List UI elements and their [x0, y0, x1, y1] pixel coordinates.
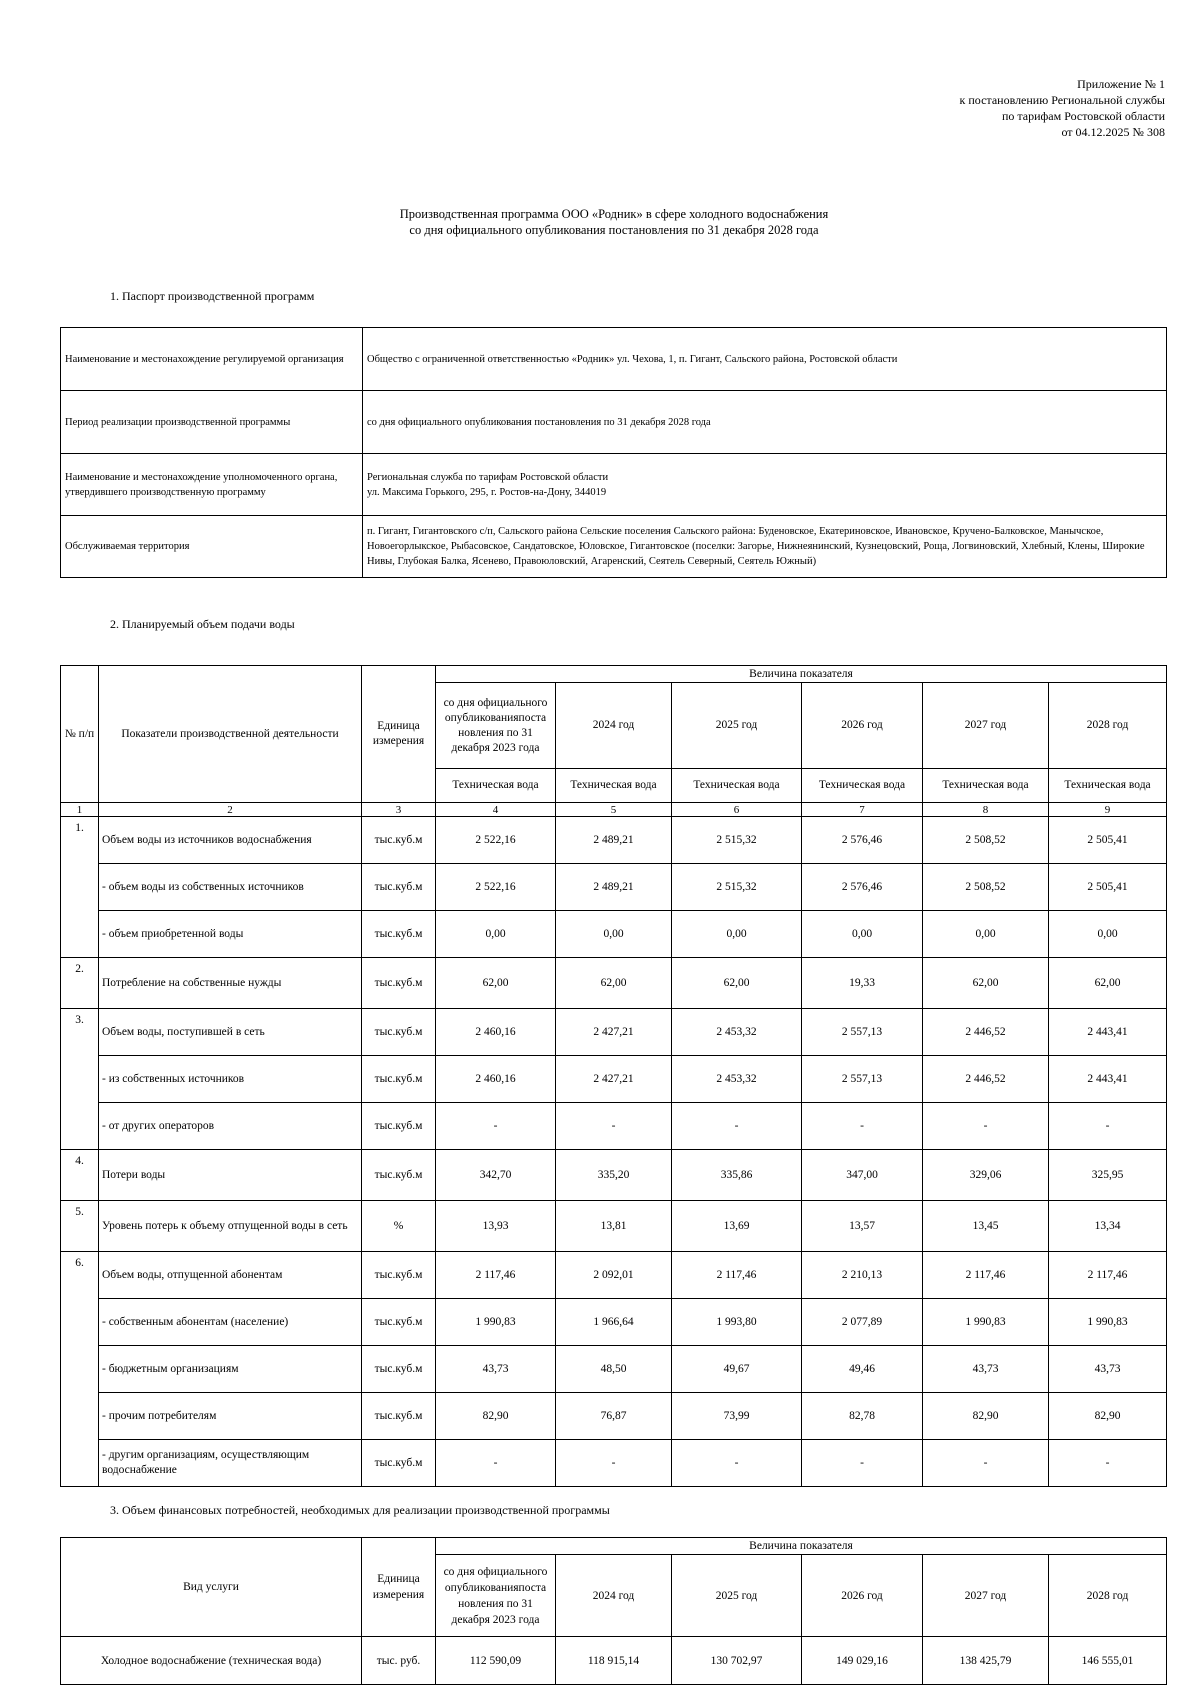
row-unit: тыс.куб.м — [362, 1150, 436, 1201]
passport-value: Общество с ограниченной ответственностью «Родник» ул. Чехова, 1, п. Гигант, Сальского района, Ростовской области — [363, 328, 1167, 391]
row-value: 2 576,46 — [802, 864, 923, 911]
header-water-type: Техническая вода — [672, 769, 802, 803]
header-water-type: Техническая вода — [802, 769, 923, 803]
row-value: 335,20 — [556, 1150, 672, 1201]
row-value: 2 576,46 — [802, 817, 923, 864]
table-row — [61, 1346, 1167, 1393]
fin-header-period: 2025 год — [672, 1555, 802, 1637]
passport-label: Период реализации производственной программы — [61, 391, 363, 454]
row-label: Уровень потерь к объему отпущенной воды в сеть — [99, 1201, 362, 1252]
table-row — [61, 864, 1167, 911]
row-value: 0,00 — [923, 911, 1049, 958]
row-label: - из собственных источников — [99, 1056, 362, 1103]
column-number: 4 — [436, 803, 556, 817]
row-value: 2 505,41 — [1049, 817, 1167, 864]
table-row — [61, 1056, 1167, 1103]
header-magnitude: Величина показателя — [436, 666, 1167, 683]
table-row — [61, 817, 1167, 864]
row-label: Потери воды — [99, 1150, 362, 1201]
section2-heading: 2. Планируемый объем подачи воды — [110, 617, 295, 631]
row-value: 329,06 — [923, 1150, 1049, 1201]
passport-label: Наименование и местонахождение уполномоченного органа, утвердившего производственную программу — [61, 454, 363, 516]
row-unit: тыс.куб.м — [362, 1393, 436, 1440]
row-unit: тыс.куб.м — [362, 864, 436, 911]
row-label: - прочим потребителям — [99, 1393, 362, 1440]
row-label: Потребление на собственные нужды — [99, 958, 362, 1009]
row-label: Объем воды из источников водоснабжения — [99, 817, 362, 864]
header-indicator: Показатели производственной деятельности — [99, 666, 362, 803]
row-value: 2 092,01 — [556, 1252, 672, 1299]
column-number: 6 — [672, 803, 802, 817]
header-num: № п/п — [61, 666, 99, 803]
row-number: 5. — [61, 1201, 99, 1252]
row-value: 325,95 — [1049, 1150, 1167, 1201]
row-number: 3. — [61, 1009, 99, 1150]
column-number: 9 — [1049, 803, 1167, 817]
row-value: 2 117,46 — [923, 1252, 1049, 1299]
table-row — [61, 1201, 1167, 1252]
header-water-type: Техническая вода — [923, 769, 1049, 803]
fin-header-period: 2026 год — [802, 1555, 923, 1637]
row-value: 2 515,32 — [672, 817, 802, 864]
row-label: - от других операторов — [99, 1103, 362, 1150]
row-value: 19,33 — [802, 958, 923, 1009]
row-number: 6. — [61, 1252, 99, 1487]
row-value: 0,00 — [802, 911, 923, 958]
row-value: 13,57 — [802, 1201, 923, 1252]
row-number: 1. — [61, 817, 99, 958]
row-value: 2 446,52 — [923, 1009, 1049, 1056]
row-value: 342,70 — [436, 1150, 556, 1201]
fin-header-period: со дня официального опубликованияпоста новления по 31 декабря 2023 года — [436, 1555, 556, 1637]
header-period: со дня официального опубликованияпоста новления по 31 декабря 2023 года — [436, 683, 556, 769]
row-value: 82,90 — [923, 1393, 1049, 1440]
row-value: 62,00 — [923, 958, 1049, 1009]
row-label: - другим организациям, осуществляющим водоснабжение — [99, 1440, 362, 1487]
row-label: Объем воды, отпущенной абонентам — [99, 1252, 362, 1299]
column-number: 5 — [556, 803, 672, 817]
passport-row — [61, 516, 1167, 578]
row-value: 2 489,21 — [556, 817, 672, 864]
header-water-type: Техническая вода — [1049, 769, 1167, 803]
row-value: 62,00 — [672, 958, 802, 1009]
row-value: 1 990,83 — [1049, 1299, 1167, 1346]
row-unit: тыс.куб.м — [362, 817, 436, 864]
table-row — [61, 958, 1167, 1009]
row-value: - — [436, 1440, 556, 1487]
passport-label: Наименование и местонахождение регулируемой организация — [61, 328, 363, 391]
row-number: 4. — [61, 1150, 99, 1201]
title-line-2: со дня официального опубликования постановления по 31 декабря 2028 года — [409, 223, 819, 237]
row-value: 347,00 — [802, 1150, 923, 1201]
row-value: 43,73 — [1049, 1346, 1167, 1393]
row-unit: тыс.куб.м — [362, 1056, 436, 1103]
fin-row-unit: тыс. руб. — [362, 1637, 436, 1685]
table-row — [61, 1103, 1167, 1150]
row-value: 2 443,41 — [1049, 1056, 1167, 1103]
row-value: 0,00 — [556, 911, 672, 958]
fin-row-value: 149 029,16 — [802, 1637, 923, 1685]
header-period: 2027 год — [923, 683, 1049, 769]
row-value: 49,46 — [802, 1346, 923, 1393]
table-row — [61, 1299, 1167, 1346]
row-value: 0,00 — [1049, 911, 1167, 958]
fin-row-value: 130 702,97 — [672, 1637, 802, 1685]
row-value: - — [556, 1440, 672, 1487]
row-value: - — [556, 1103, 672, 1150]
fin-row-value: 112 590,09 — [436, 1637, 556, 1685]
header-period: 2024 год — [556, 683, 672, 769]
passport-value: со дня официального опубликования постановления по 31 декабря 2028 года — [363, 391, 1167, 454]
fin-row-label: Холодное водоснабжение (техническая вода) — [61, 1637, 362, 1685]
row-value: 13,34 — [1049, 1201, 1167, 1252]
row-value: 1 990,83 — [923, 1299, 1049, 1346]
fin-row-value: 146 555,01 — [1049, 1637, 1167, 1685]
row-value: 2 557,13 — [802, 1009, 923, 1056]
row-label: Объем воды, поступившей в сеть — [99, 1009, 362, 1056]
row-value: 2 117,46 — [1049, 1252, 1167, 1299]
appendix-line-1: Приложение № 1 — [1077, 77, 1165, 91]
row-value: 1 993,80 — [672, 1299, 802, 1346]
row-value: 2 443,41 — [1049, 1009, 1167, 1056]
table-row — [61, 1393, 1167, 1440]
row-value: 2 505,41 — [1049, 864, 1167, 911]
row-value: - — [1049, 1440, 1167, 1487]
row-value: 13,45 — [923, 1201, 1049, 1252]
fin-row-value: 118 915,14 — [556, 1637, 672, 1685]
row-value: - — [436, 1103, 556, 1150]
row-value: - — [1049, 1103, 1167, 1150]
row-value: 2 460,16 — [436, 1056, 556, 1103]
water-volume-table — [60, 665, 1167, 1487]
row-value: 2 446,52 — [923, 1056, 1049, 1103]
row-value: 73,99 — [672, 1393, 802, 1440]
row-value: 62,00 — [436, 958, 556, 1009]
row-value: 2 453,32 — [672, 1056, 802, 1103]
header-period: 2028 год — [1049, 683, 1167, 769]
row-value: 82,78 — [802, 1393, 923, 1440]
row-value: 13,81 — [556, 1201, 672, 1252]
row-value: 2 427,21 — [556, 1009, 672, 1056]
row-value: 2 522,16 — [436, 817, 556, 864]
row-value: 2 557,13 — [802, 1056, 923, 1103]
row-unit: тыс.куб.м — [362, 1440, 436, 1487]
row-label: - объем воды из собственных источников — [99, 864, 362, 911]
row-value: 335,86 — [672, 1150, 802, 1201]
row-label: - объем приобретенной воды — [99, 911, 362, 958]
row-value: 13,93 — [436, 1201, 556, 1252]
appendix-line-4: от 04.12.2025 № 308 — [1061, 125, 1165, 139]
row-value: 62,00 — [1049, 958, 1167, 1009]
fin-header-period: 2028 год — [1049, 1555, 1167, 1637]
row-value: 82,90 — [436, 1393, 556, 1440]
passport-table — [60, 327, 1167, 578]
fin-header-unit: Единица измерения — [362, 1538, 436, 1637]
row-unit: тыс.куб.м — [362, 958, 436, 1009]
row-value: 2 460,16 — [436, 1009, 556, 1056]
row-value: 48,50 — [556, 1346, 672, 1393]
passport-value: п. Гигант, Гигантовского с/п, Сальского района Сельские поселения Сальского района: Буденовское, Екатериновское, Ивановское, Кручено-Балковское, Манычское, Новоегорлыкское, Рыбасовское, Сандатовское, Юловское, Гигантовское (поселки: Загорье, Нижнеянинский, Кузнецовский, Роща, Логвиновский, Хлебный, Клены, Широкие Нивы, Глубокая Балка, Ясенево, Правоюловский, Агаренский, Сеятель Северный, Сеятель Южный) — [363, 516, 1167, 578]
row-value: 76,87 — [556, 1393, 672, 1440]
table-row — [61, 1009, 1167, 1056]
row-value: - — [802, 1103, 923, 1150]
row-value: 82,90 — [1049, 1393, 1167, 1440]
row-value: 2 489,21 — [556, 864, 672, 911]
header-water-type: Техническая вода — [436, 769, 556, 803]
row-number: 2. — [61, 958, 99, 1009]
passport-value: Региональная служба по тарифам Ростовской области ул. Максима Горького, 295, г. Ростов-на-Дону, 344019 — [363, 454, 1167, 516]
row-value: 2 508,52 — [923, 864, 1049, 911]
row-value: 2 117,46 — [672, 1252, 802, 1299]
row-value: 2 117,46 — [436, 1252, 556, 1299]
row-label: - бюджетным организациям — [99, 1346, 362, 1393]
column-number: 7 — [802, 803, 923, 817]
row-value: 2 508,52 — [923, 817, 1049, 864]
row-value: - — [672, 1103, 802, 1150]
row-value: 2 427,21 — [556, 1056, 672, 1103]
row-value: 1 966,64 — [556, 1299, 672, 1346]
row-value: 49,67 — [672, 1346, 802, 1393]
passport-label: Обслуживаемая территория — [61, 516, 363, 578]
header-unit: Единица измерения — [362, 666, 436, 803]
row-value: 2 453,32 — [672, 1009, 802, 1056]
fin-header-period: 2024 год — [556, 1555, 672, 1637]
row-unit: тыс.куб.м — [362, 1103, 436, 1150]
document-title — [0, 206, 1200, 238]
appendix-line-3: по тарифам Ростовской области — [1001, 109, 1165, 123]
row-value: 2 515,32 — [672, 864, 802, 911]
table-row — [61, 1252, 1167, 1299]
row-value: 0,00 — [672, 911, 802, 958]
row-unit: % — [362, 1201, 436, 1252]
table-row — [61, 1440, 1167, 1487]
row-value: 2 210,13 — [802, 1252, 923, 1299]
passport-row — [61, 454, 1167, 516]
row-value: 1 990,83 — [436, 1299, 556, 1346]
row-unit: тыс.куб.м — [362, 1299, 436, 1346]
fin-header-period: 2027 год — [923, 1555, 1049, 1637]
header-period: 2025 год — [672, 683, 802, 769]
table-row — [61, 911, 1167, 958]
passport-row — [61, 328, 1167, 391]
row-value: - — [672, 1440, 802, 1487]
fin-row — [61, 1637, 1167, 1685]
title-line-1: Производственная программа ООО «Родник» в сфере холодного водоснабжения — [399, 207, 829, 221]
row-value: 43,73 — [436, 1346, 556, 1393]
appendix-line-2: к постановлению Региональной службы — [959, 93, 1165, 107]
row-value: 2 522,16 — [436, 864, 556, 911]
appendix-note — [960, 76, 1165, 140]
row-label: - собственным абонентам (население) — [99, 1299, 362, 1346]
column-number: 1 — [61, 803, 99, 817]
row-value: 43,73 — [923, 1346, 1049, 1393]
column-number: 3 — [362, 803, 436, 817]
row-value: 2 077,89 — [802, 1299, 923, 1346]
fin-header-magnitude: Величина показателя — [436, 1538, 1167, 1555]
header-water-type: Техническая вода — [556, 769, 672, 803]
column-number: 2 — [99, 803, 362, 817]
fin-row-value: 138 425,79 — [923, 1637, 1049, 1685]
row-unit: тыс.куб.м — [362, 1346, 436, 1393]
passport-row — [61, 391, 1167, 454]
row-value: - — [923, 1440, 1049, 1487]
row-value: - — [802, 1440, 923, 1487]
row-value: 0,00 — [436, 911, 556, 958]
header-period: 2026 год — [802, 683, 923, 769]
column-number: 8 — [923, 803, 1049, 817]
row-unit: тыс.куб.м — [362, 911, 436, 958]
section3-heading: 3. Объем финансовых потребностей, необходимых для реализации производственной программы — [110, 1503, 610, 1517]
row-value: 13,69 — [672, 1201, 802, 1252]
finance-table — [60, 1537, 1167, 1685]
fin-header-service: Вид услуги — [61, 1538, 362, 1637]
table-row — [61, 1150, 1167, 1201]
row-unit: тыс.куб.м — [362, 1009, 436, 1056]
section1-heading: 1. Паспорт производственной программ — [110, 289, 315, 303]
row-unit: тыс.куб.м — [362, 1252, 436, 1299]
row-value: - — [923, 1103, 1049, 1150]
row-value: 62,00 — [556, 958, 672, 1009]
